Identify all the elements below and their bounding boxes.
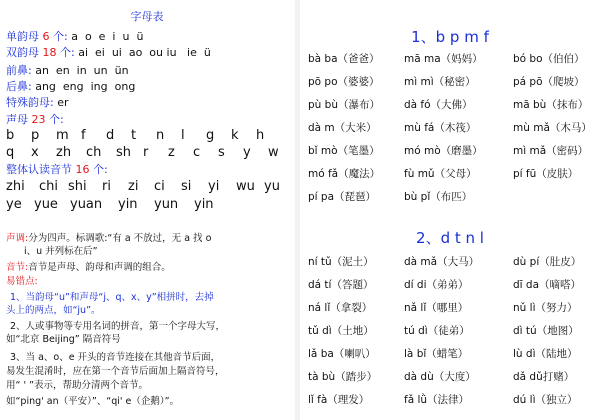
section1-title: 1、b p m f <box>411 28 489 46</box>
letter-n: n <box>156 128 165 143</box>
letter-f: f <box>81 128 86 143</box>
vocab-item: fù mǔ（父母） <box>404 168 477 180</box>
shengmu-count: 23 <box>31 113 46 126</box>
letter-sh: sh <box>116 145 132 160</box>
point2-line1: 2、人或事物等专用名词的拼音，第一个字母大写， <box>10 321 226 332</box>
houbi-row <box>6 80 135 93</box>
point2-line2: 如“北京 Beijing” 隔音符号 <box>6 334 121 345</box>
vocab-item: fǎ lǜ（法律） <box>404 394 470 406</box>
yinjie-text: 音节是声母、韵母和声调的组合。 <box>28 262 171 273</box>
vocab-item: bà ba（爸爸） <box>308 53 380 65</box>
vocab-item: mì mǎ（密码） <box>513 145 589 157</box>
vocab-item: dù pí（肚皮） <box>513 256 582 268</box>
zhengti-unit: 个: <box>93 163 108 176</box>
shuangyunmu-label: 双韵母 <box>6 46 39 59</box>
vocab-item: dǎ dǔ打赌） <box>513 371 575 383</box>
vocab-item: mó mò（磨墨） <box>404 145 483 157</box>
vocab-item: dī da（嘀嗒） <box>513 279 582 291</box>
shengmu-unit: 个: <box>49 113 64 126</box>
vocab-item: bó bo（伯伯） <box>513 53 585 65</box>
vocab-item: nǔ lì（努力） <box>513 302 578 314</box>
vocab-item: mā ma（妈妈） <box>404 53 483 65</box>
letter-ch: ch <box>86 145 102 160</box>
vocab-item: dú lì（独立） <box>513 394 578 406</box>
yinjie-label: 音节: <box>6 262 29 273</box>
vocab-item: tú dì（徒弟） <box>404 325 470 337</box>
shengmu-line1 <box>6 129 281 142</box>
vocab-item: dà mǎ（大马） <box>404 256 480 268</box>
alphabet-title: 字母表 <box>130 10 164 23</box>
letter-shi: shi <box>68 179 87 194</box>
letter-yue: yue <box>34 197 58 212</box>
zhengti-line1 <box>6 180 290 193</box>
yicuo-label: 易错点: <box>6 276 38 287</box>
letter-yin: yin <box>118 197 138 212</box>
letter-l: l <box>181 128 185 143</box>
vocab-item: pí pa（琵琶） <box>308 191 377 203</box>
danyunmu-row <box>6 30 143 43</box>
qianbi-row <box>6 64 129 77</box>
letter-ye: ye <box>6 197 22 212</box>
vocab-item: ná lǐ（拿裂） <box>308 302 373 314</box>
zhengti-line2 <box>6 198 224 211</box>
point1-line1: 1、当韵母“u”和声母“j、q、x、y”相拼时，去掉 <box>10 292 214 303</box>
vocab-item: lù dì（陆地） <box>513 348 578 360</box>
letter-r: r <box>143 145 149 160</box>
letter-c: c <box>193 145 201 160</box>
vocab-item: pō po（婆婆） <box>308 76 380 88</box>
vocab-item: lǎ ba（喇叭） <box>308 348 376 360</box>
shuangyunmu-unit: 个: <box>60 46 75 59</box>
vocabulary-panel <box>300 0 600 420</box>
danyunmu-unit: 个: <box>53 30 68 43</box>
vocab-item: bù pǐ（布匹） <box>404 191 473 203</box>
shengmu-line2 <box>6 146 293 159</box>
danyunmu-label: 单韵母 <box>6 30 39 43</box>
vocab-item: tà bù（踏步） <box>308 371 378 383</box>
zhengti-label: 整体认读音节 <box>6 163 72 176</box>
letter-b: b <box>6 128 15 143</box>
letter-ri: ri <box>102 179 111 194</box>
letter-ci: ci <box>154 179 165 194</box>
point3-line4: 如“ping' an（平安）”、“qi' e（企鹅）”。 <box>6 396 180 407</box>
shuangyunmu-row <box>6 46 211 59</box>
vocab-item: dí di（弟弟） <box>404 279 469 291</box>
zhengti-count: 16 <box>75 163 90 176</box>
letter-yin: yin <box>194 197 214 212</box>
qianbi-label: 前鼻: <box>6 64 32 77</box>
point3-line2: 易发生混淆时，应在第一个音节后面加上隔音符号， <box>6 366 225 377</box>
letter-zh: zh <box>56 145 72 160</box>
letter-t: t <box>131 128 137 143</box>
letter-q: q <box>6 145 15 160</box>
vocab-item: là bǐ（蜡笔） <box>404 348 469 360</box>
point1-line2: 头上的两点，如“ju”。 <box>6 305 101 316</box>
letter-zhi: zhi <box>6 179 25 194</box>
letter-zi: zi <box>128 179 139 194</box>
vocab-item: mā bù（抹布） <box>513 99 589 111</box>
vocab-item: dà fó（大佛） <box>404 99 473 111</box>
letter-y: y <box>243 145 251 160</box>
vocab-item: ní tǔ（泥土） <box>308 256 374 268</box>
zhengti-row <box>6 163 108 176</box>
teshu-letters: er <box>57 96 69 109</box>
qianbi-letters: an en in un ün <box>35 64 129 77</box>
letter-g: g <box>206 128 215 143</box>
letter-yi: yi <box>208 179 220 194</box>
point3-line1: 3、当 a、o、e 开头的音节连接在其他音节后面， <box>10 352 221 363</box>
shengdiao-line <box>6 233 211 245</box>
houbi-letters: ang eng ing ong <box>35 80 136 93</box>
vocab-item: lǐ fà（理发） <box>308 394 370 406</box>
letter-w: w <box>268 145 279 160</box>
letter-x: x <box>31 145 39 160</box>
vocab-item: mù mǎ（木马） <box>513 122 592 134</box>
vocab-item: dà m（大米） <box>308 122 377 134</box>
letter-m: m <box>56 128 69 143</box>
letter-s: s <box>218 145 225 160</box>
vocab-item: dì tú（地图） <box>513 325 579 337</box>
letter-h: h <box>256 128 265 143</box>
vocab-item: nǎ lǐ（哪里） <box>404 302 469 314</box>
houbi-label: 后鼻: <box>6 80 32 93</box>
alphabet-panel <box>0 0 294 420</box>
point3-line3: 用“ ' ”表示，帮助分清两个音节。 <box>6 380 148 391</box>
teshu-row <box>6 96 69 109</box>
letter-si: si <box>181 179 192 194</box>
shengmu-label: 声母 <box>6 113 28 126</box>
vocab-item: mù fá（木筏） <box>404 122 477 134</box>
danyunmu-letters: a o e i u ü <box>71 30 144 43</box>
letter-yun: yun <box>154 197 179 212</box>
shengdiao-line2: i、u 并列标在后” <box>24 246 98 257</box>
letter-yu: yu <box>264 179 280 194</box>
vocab-item: pá pō（爬坡） <box>513 76 585 88</box>
vocab-item: bǐ mò（笔墨） <box>308 145 380 157</box>
letter-k: k <box>231 128 239 143</box>
vocab-item: dà dù（大度） <box>404 371 476 383</box>
vocab-item: pù bù（瀑布） <box>308 99 380 111</box>
letter-chi: chi <box>39 179 58 194</box>
shuangyunmu-letters: ai ei ui ao ou iu ie ü <box>78 46 211 59</box>
shengdiao-text: 分为四声。标调歌:“有 a 不放过，无 a 找 o <box>28 233 212 244</box>
letter-d: d <box>106 128 115 143</box>
section2-title: 2、d t n l <box>416 229 484 247</box>
shengmu-row <box>6 113 64 126</box>
vocab-item: mì mì（秘密） <box>404 76 476 88</box>
danyunmu-count: 6 <box>42 30 50 43</box>
yinjie-line <box>6 262 171 274</box>
letter-yuan: yuan <box>70 197 103 212</box>
vocab-item: tǔ dì（土地） <box>308 325 374 337</box>
letter-wu: wu <box>236 179 255 194</box>
letter-z: z <box>168 145 175 160</box>
vocab-item: mó fǎ（魔法） <box>308 168 381 180</box>
vocab-item: pí fū（皮肤） <box>513 168 579 180</box>
vocab-item: dá tí（答题） <box>308 279 374 291</box>
letter-p: p <box>31 128 40 143</box>
teshu-label: 特殊韵母: <box>6 96 54 109</box>
shengdiao-label: 声调: <box>6 233 29 244</box>
shuangyunmu-count: 18 <box>42 46 57 59</box>
